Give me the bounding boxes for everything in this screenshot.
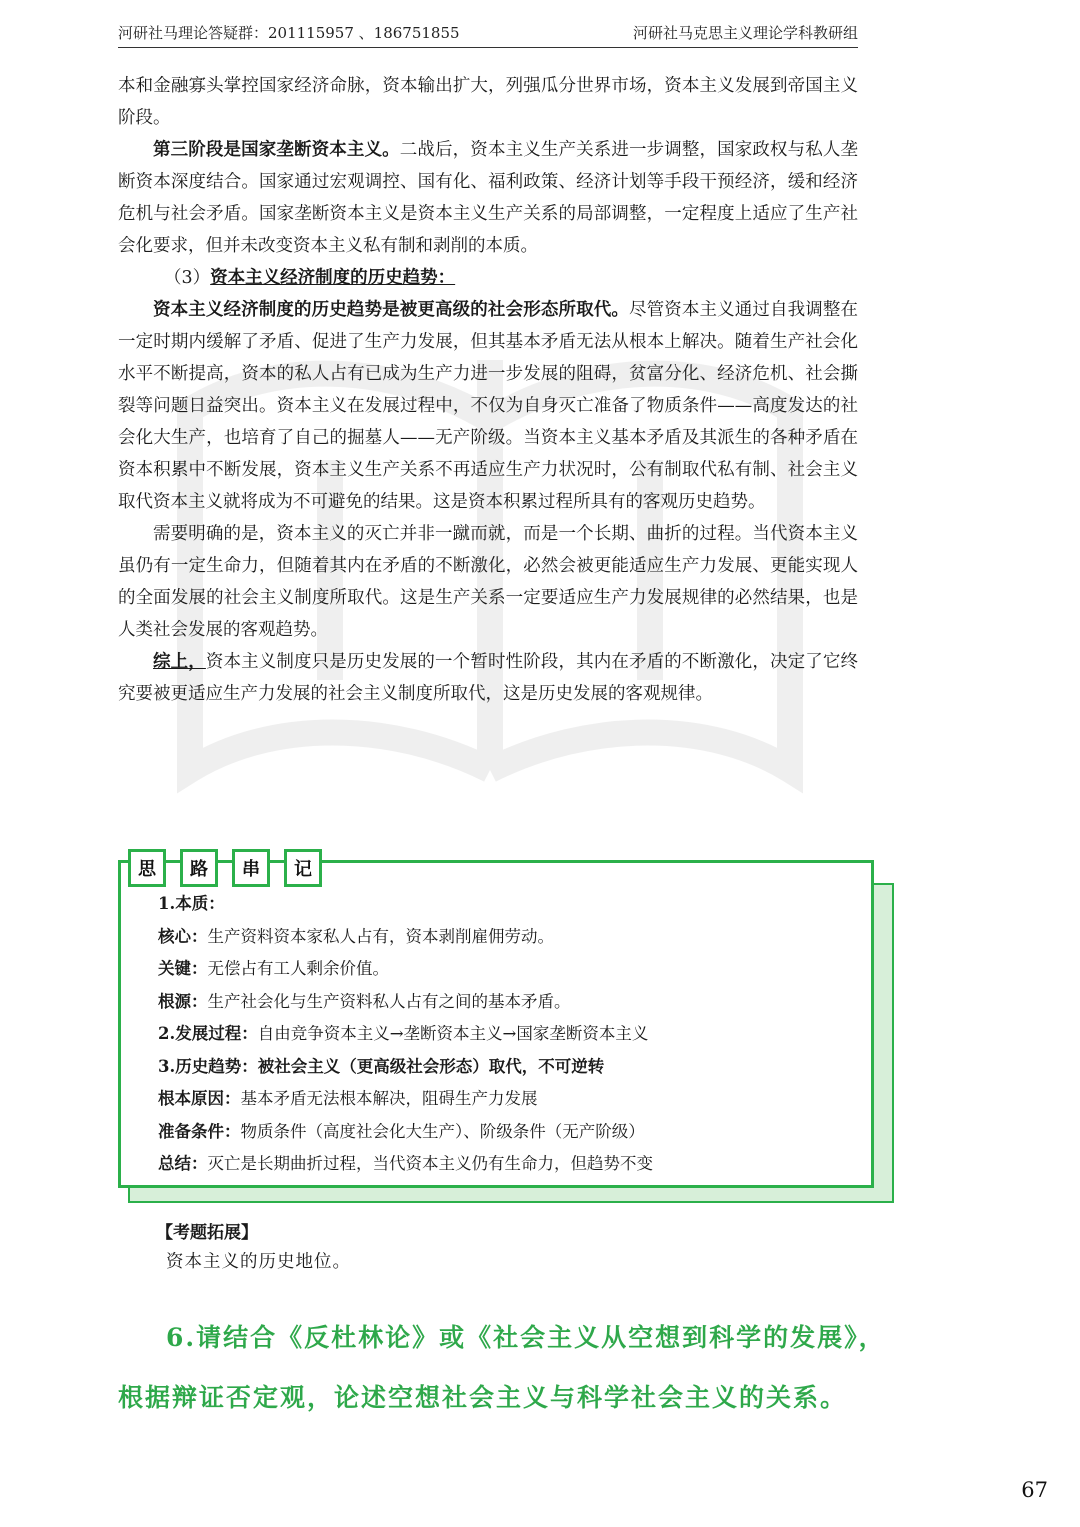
tag-char: 记 bbox=[284, 849, 322, 887]
article-body bbox=[118, 70, 858, 710]
paragraph: 资本主义经济制度的历史趋势是被更高级的社会形态所取代。尽管资本主义通过自我调整在一定时期内缓解了矛盾、促进了生产力发展，但其基本矛盾无法从根本上解决。随着生产社会化水平不断提高，资本的私人占有已成为生产力进一步发展的阻碍，贫富分化、经济危机、社会撕裂等问题日益突出。资本主义在发展过程中，不仅为自身灭亡准备了物质条件——高度发达的社会化大生产，也培育了自己的掘墓人——无产阶级。当资本主义基本矛盾及其派生的各种矛盾在资本积累中不断发展，资本主义生产关系不再适应生产力状况时，公有制取代私有制、社会主义取代资本主义就将成为不可避免的结果。这是资本积累过程所具有的客观历史趋势。 bbox=[118, 300, 859, 512]
summary-line: 1.本质： bbox=[158, 894, 225, 913]
paragraph: 综上，资本主义制度只是历史发展的一个暂时性阶段，其内在矛盾的不断激化，决定了它终究要被更适应生产力发展的社会主义制度所取代，这是历史发展的客观规律。 bbox=[118, 652, 859, 704]
section-heading: （3）资本主义经济制度的历史趋势： bbox=[164, 268, 456, 288]
summary-line: 根源：生产社会化与生产资料私人占有之间的基本矛盾。 bbox=[158, 991, 571, 1011]
summary-line: 2.发展过程：自由竞争资本主义→垄断资本主义→国家垄断资本主义 bbox=[158, 1024, 649, 1043]
header-right-text: 河研社马克思主义理论学科教研组 bbox=[632, 24, 858, 42]
summary-line: 关键：无偿占有工人剩余价值。 bbox=[158, 959, 389, 978]
summary-line: 核心：生产资料资本家私人占有，资本剥削雇佣劳动。 bbox=[158, 926, 554, 946]
question-line-2: 根据辩证否定观，论述空想社会主义与科学社会主义的关系。 bbox=[118, 1383, 848, 1412]
bold-lead: 第三阶段是国家垄断资本主义。 bbox=[153, 140, 400, 160]
paragraph: 第三阶段是国家垄断资本主义。二战后，资本主义生产关系进一步调整，国家政权与私人垄断资本深度结合。国家通过宏观调控、国有化、福利政策、经济计划等手段干预经济，缓和经济危机与社会矛盾。国家垄断资本主义是资本主义生产关系的局部调整，一定程度上适应了生产社会化要求，但并未改变资本主义私有制和剥削的本质。 bbox=[118, 140, 859, 256]
summary-lines bbox=[158, 888, 848, 1181]
page-header bbox=[118, 22, 858, 46]
question-line-1: 6.请结合《反杜林论》或《社会主义从空想到科学的发展》， bbox=[166, 1323, 886, 1352]
extension-label: 【考题拓展】 bbox=[156, 1223, 258, 1243]
extension-text: 资本主义的历史地位。 bbox=[166, 1252, 351, 1272]
bold-lead: 资本主义经济制度的历史趋势是被更高级的社会形态所取代。 bbox=[153, 300, 629, 320]
paragraph: 需要明确的是，资本主义的灭亡并非一蹴而就，而是一个长期、曲折的过程。当代资本主义虽仍有一定生命力，但随着其内在矛盾的不断激化，必然会被更能适应生产力发展、更能实现人的全面发展的社会主义制度所取代。这是生产关系一定要适应生产力发展规律的必然结果，也是人类社会发展的客观趋势。 bbox=[118, 524, 858, 640]
tag-char: 思 bbox=[128, 849, 166, 887]
paragraph: 本和金融寡头掌控国家经济命脉，资本输出扩大，列强瓜分世界市场，资本主义发展到帝国主义阶段。 bbox=[118, 76, 858, 128]
header-left-text: 河研社马理论答疑群：201115957 、186751855 bbox=[118, 24, 460, 42]
summary-line: 3.历史趋势：被社会主义（更高级社会形态）取代，不可逆转 bbox=[158, 1056, 605, 1076]
tag-char: 串 bbox=[232, 849, 270, 887]
header-divider bbox=[118, 47, 858, 48]
underlined-lead: 综上， bbox=[153, 652, 206, 672]
section-heading-text: 资本主义经济制度的历史趋势： bbox=[210, 268, 456, 288]
page-number: 67 bbox=[1021, 1478, 1048, 1502]
tag-char: 路 bbox=[180, 849, 218, 887]
summary-box-tags bbox=[128, 849, 322, 887]
summary-line: 准备条件：物质条件（高度社会化大生产）、阶级条件（无产阶级） bbox=[158, 1121, 645, 1141]
summary-line: 根本原因：基本矛盾无法根本解决，阻碍生产力发展 bbox=[158, 1089, 538, 1108]
summary-line: 总结：灭亡是长期曲折过程，当代资本主义仍有生命力，但趋势不变 bbox=[158, 1154, 653, 1173]
